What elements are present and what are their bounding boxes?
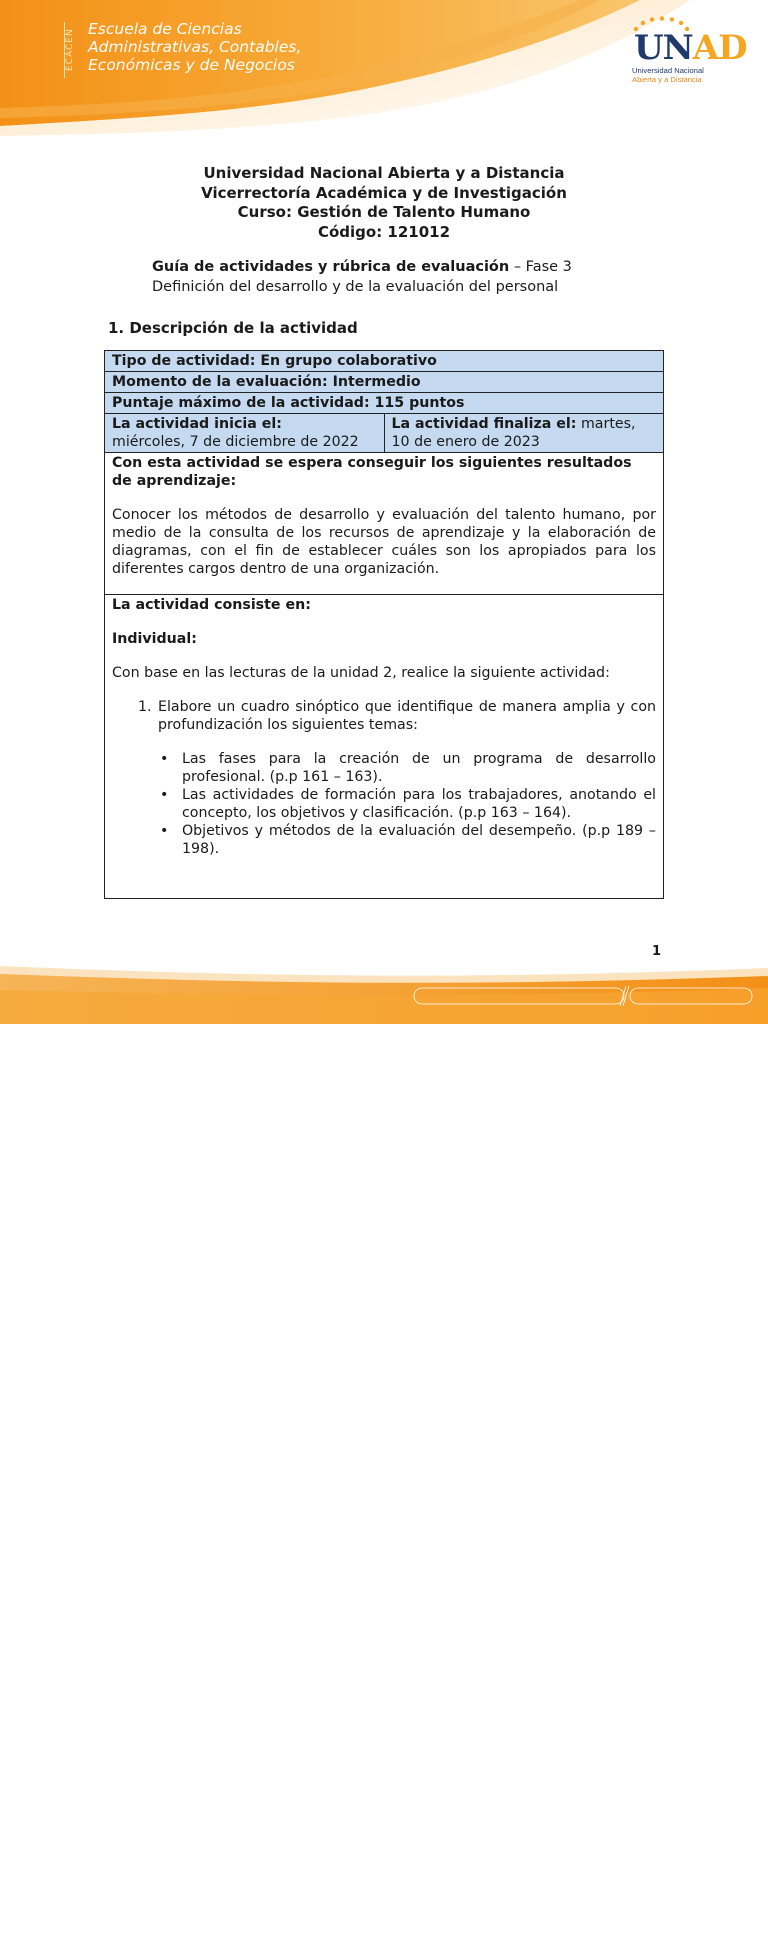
school-line: Administrativas, Contables, xyxy=(88,38,302,56)
section-title: 1. Descripción de la actividad xyxy=(108,319,358,337)
list-item: • Las fases para la creación de un programa de desarrollo profesional. (p.p 161 – 163). xyxy=(180,750,656,786)
school-name xyxy=(88,20,301,74)
evaluation-moment-cell: Momento de la evaluación: Intermedio xyxy=(105,372,664,393)
step-1-text: Elabore un cuadro sinóptico que identifique de manera amplia y con profundización los siguientes temas: xyxy=(158,699,656,733)
list-item xyxy=(156,698,656,858)
guide-subtitle: Definición del desarrollo y de la evaluación del personal xyxy=(152,278,559,295)
table-row xyxy=(105,595,664,899)
activity-consists-title: La actividad consiste en: xyxy=(112,597,311,613)
learning-outcomes-title: Con esta actividad se espera conseguir los siguientes resultados de aprendizaje: xyxy=(112,455,632,489)
guide-phase: – Fase 3 xyxy=(509,259,572,275)
school-line: Económicas y de Negocios xyxy=(88,56,295,74)
table-row xyxy=(105,351,664,372)
footer-copyright-notice: Prohibida su reproducción y copia sin autorización de la UNAD. xyxy=(428,1952,605,1958)
page-number: 1 xyxy=(652,944,662,959)
learning-outcomes-cell xyxy=(105,453,664,595)
start-date-cell xyxy=(105,414,385,453)
individual-title: Individual: xyxy=(112,631,197,647)
document-titles xyxy=(0,164,768,242)
table-row xyxy=(105,393,664,414)
end-date-label: La actividad finaliza el: xyxy=(391,416,577,432)
end-date-cell xyxy=(384,414,664,453)
vicerrectoria-title: Vicerrectoría Académica y de Investigación xyxy=(201,183,567,202)
topics-bullet-list xyxy=(158,750,656,858)
logo-wordmark: UNAD xyxy=(634,28,747,68)
guide-title xyxy=(152,258,572,297)
learning-outcomes-text: Conocer los métodos de desarrollo y evaluación del talento humano, por medio de la consulta de los recursos de aprendizaje y la elaboración de diagramas, con el fin de establecer cuáles son los apropiados para los diferentes cargos dentro de una organización. xyxy=(112,507,656,577)
school-line: Escuela de Ciencias xyxy=(88,20,242,38)
unad-logo xyxy=(630,16,747,86)
table-row xyxy=(105,372,664,393)
table-row xyxy=(105,453,664,595)
end-date-value: martes, 10 de enero de 2023 xyxy=(391,416,636,450)
footer-rights: UNAD © 2020 derechos reservados. xyxy=(642,1952,744,1958)
start-date-label: La actividad inicia el: xyxy=(112,416,282,432)
max-score-cell: Puntaje máximo de la actividad: 115 puntos xyxy=(105,393,664,414)
course-title: Curso: Gestión de Talento Humano xyxy=(237,203,531,221)
logo-subtitle: Universidad Nacional Abierta y a Distancia xyxy=(632,66,704,84)
table-row xyxy=(105,414,664,453)
activity-type-cell: Tipo de actividad: En grupo colaborativo xyxy=(105,351,664,372)
guide-title-bold: Guía de actividades y rúbrica de evaluación xyxy=(152,259,510,275)
footer-banner xyxy=(0,960,768,1958)
university-title: Universidad Nacional Abierta y a Distancia xyxy=(203,164,565,182)
activity-description-cell xyxy=(105,595,664,899)
footer-wave-graphic xyxy=(0,960,768,1024)
activity-intro: Con base en las lecturas de la unidad 2, realice la siguiente actividad: xyxy=(112,665,610,681)
start-date-value: miércoles, 7 de diciembre de 2022 xyxy=(112,434,359,450)
ecacen-label: ECACEN xyxy=(64,22,79,78)
header-banner xyxy=(0,0,768,140)
activity-table xyxy=(104,350,664,899)
list-item: • Las actividades de formación para los trabajadores, anotando el concepto, los objetivos y clasificación. (p.p 163 – 164). xyxy=(180,786,656,822)
list-item: • Objetivos y métodos de la evaluación del desempeño. (p.p 189 – 198). xyxy=(180,822,656,858)
activity-steps-list xyxy=(112,698,656,858)
course-code: Código: 121012 xyxy=(317,222,451,241)
